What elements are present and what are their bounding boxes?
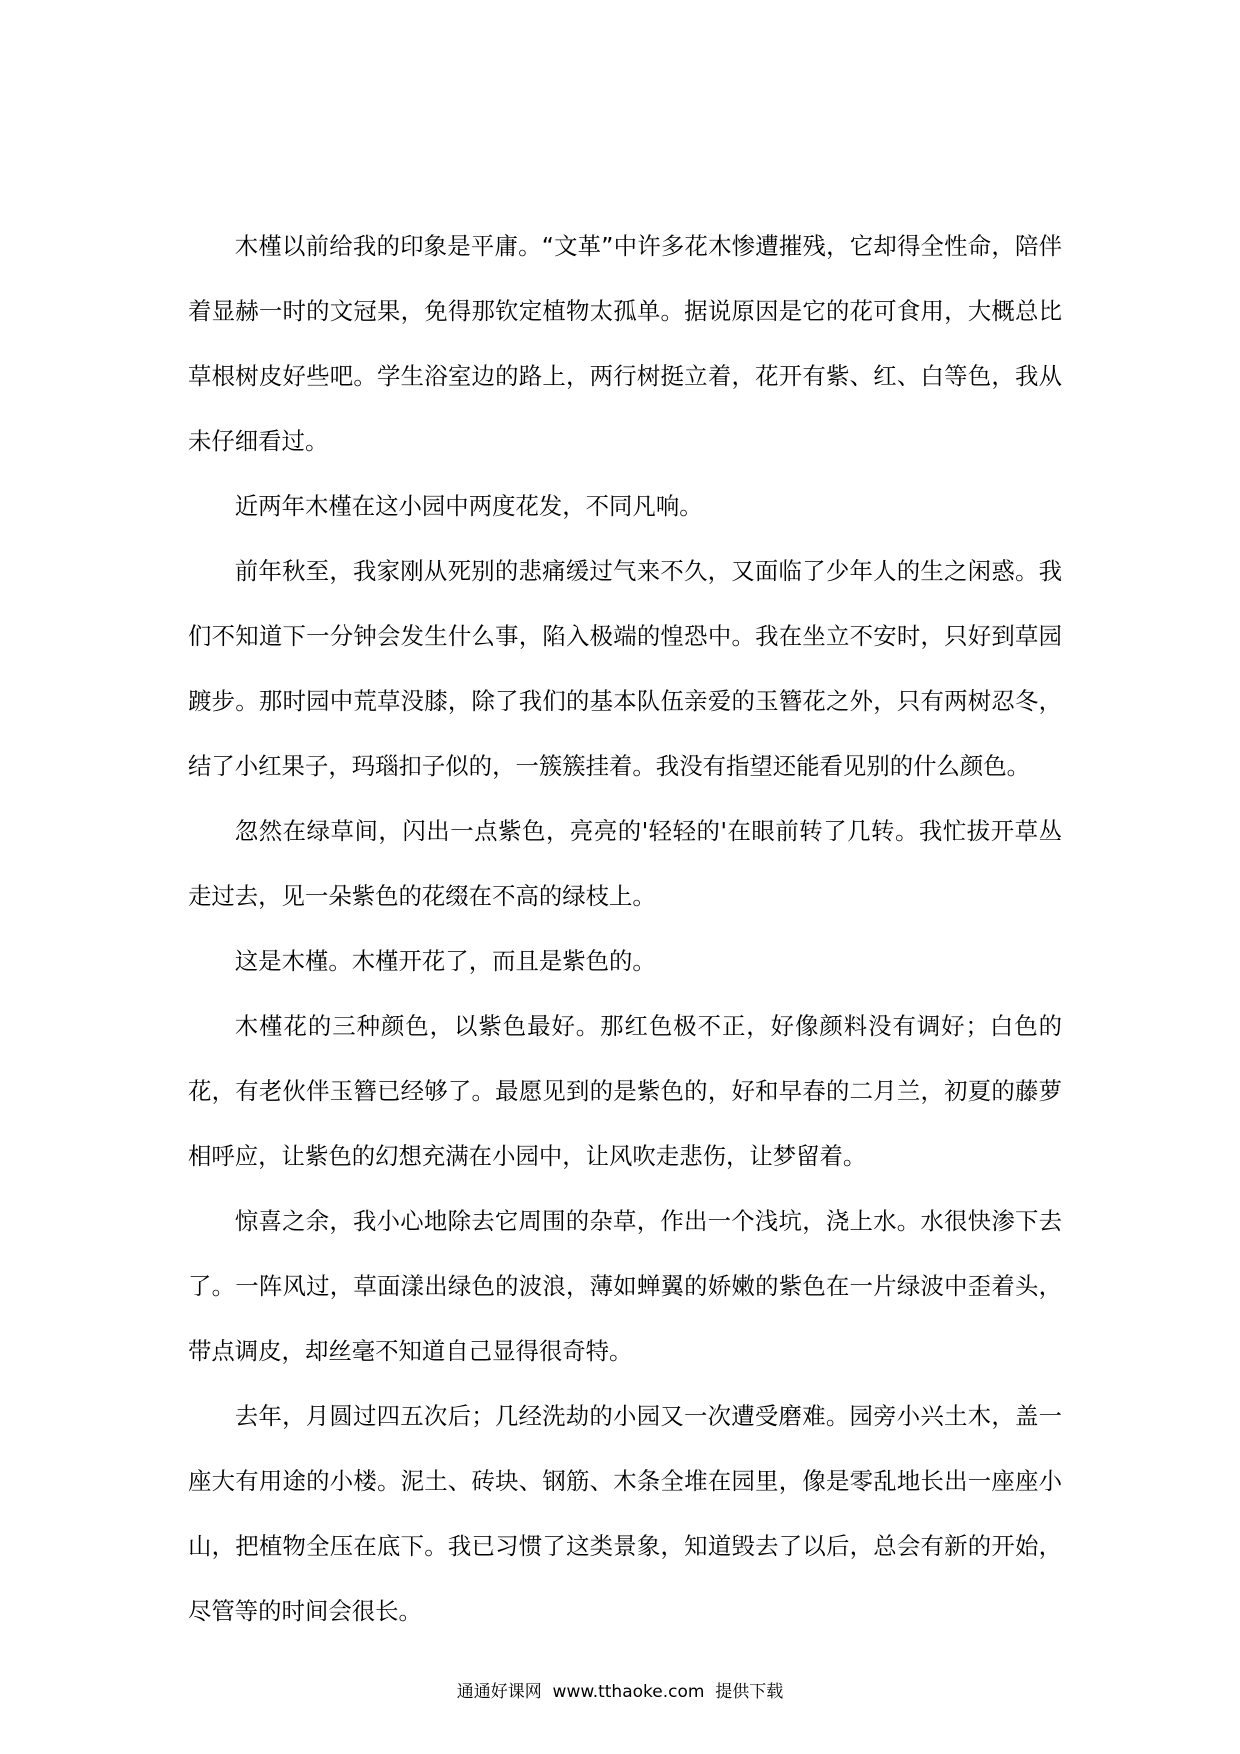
page-footer: 通通好课网 www.tthaoke.com 提供下载 xyxy=(456,1682,784,1702)
paragraph-6: 木槿花的三种颜色，以紫色最好。那红色极不正，好像颜料没有调好；白色的花，有老伙伴玉簪已经够了。最愿见到的是紫色的，好和早春的二月兰，初夏的藤萝相呼应，让紫色的幻想充满在小园中，让风吹走悲伤，让梦留着。 xyxy=(188,1012,1062,1170)
paragraph-8: 去年，月圆过四五次后；几经洗劫的小园又一次遭受磨难。园旁小兴土木，盖一座大有用途的小楼。泥土、砖块、钢筋、木条全堆在园里，像是零乱地长出一座座小山，把植物全压在底下。我已习惯了这类景象，知道毁去了以后，总会有新的开始，尽管等的时间会很长。 xyxy=(188,1402,1062,1625)
paragraph-4: 忽然在绿草间，闪出一点紫色，亮亮的'轻轻的'在眼前转了几转。我忙拔开草丛走过去，见一朵紫色的花缀在不高的绿枝上。 xyxy=(188,817,1062,910)
article-body xyxy=(188,214,1062,1644)
paragraph-7: 惊喜之余，我小心地除去它周围的杂草，作出一个浅坑，浇上水。水很快渗下去了。一阵风过，草面漾出绿色的波浪，薄如蝉翼的娇嫩的紫色在一片绿波中歪着头，带点调皮，却丝毫不知道自己显得很奇特。 xyxy=(188,1207,1062,1365)
paragraph-3: 前年秋至，我家刚从死别的悲痛缓过气来不久，又面临了少年人的生之闲惑。我们不知道下一分钟会发生什么事，陷入极端的惶恐中。我在坐立不安时，只好到草园踱步。那时园中荒草没膝，除了我们的基本队伍亲爱的玉簪花之外，只有两树忍冬，结了小红果子，玛瑙扣子似的，一簇簇挂着。我没有指望还能看见别的什么颜色。 xyxy=(188,557,1062,780)
paragraph-1: 木槿以前给我的印象是平庸。“文革”中许多花木惨遭摧残，它却得全性命，陪伴着显赫一时的文冠果，免得那钦定植物太孤单。据说原因是它的花可食用，大概总比草根树皮好些吧。学生浴室边的路上，两行树挺立着，花开有紫、红、白等色，我从未仔细看过。 xyxy=(188,232,1062,455)
paragraph-2: 近两年木槿在这小园中两度花发，不同凡响。 xyxy=(234,492,703,520)
paragraph-5: 这是木槿。木槿开花了，而且是紫色的。 xyxy=(234,947,656,975)
